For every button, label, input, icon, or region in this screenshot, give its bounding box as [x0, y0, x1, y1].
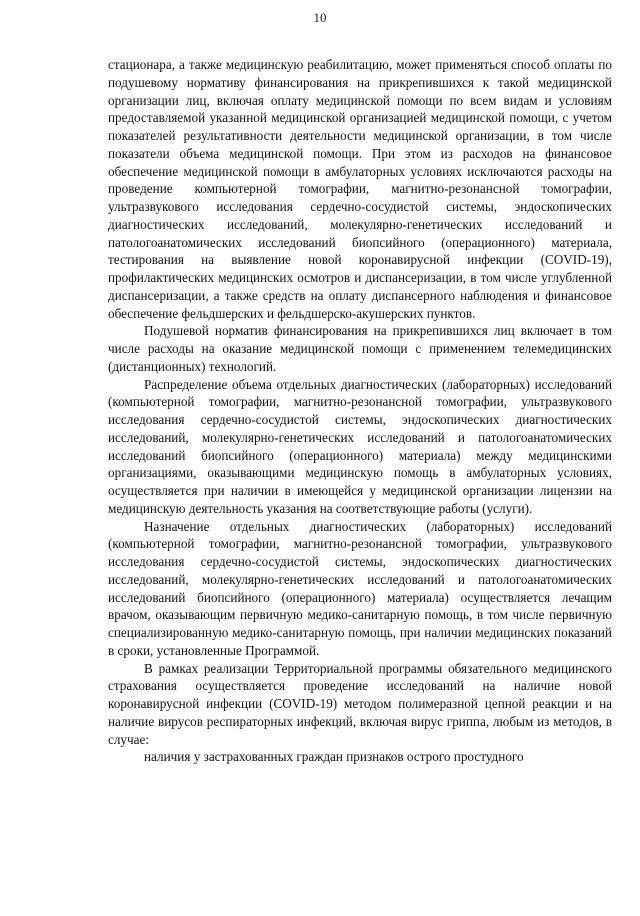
body-text — [108, 56, 612, 766]
paragraph-covid-testing: В рамках реализации Территориальной программы обязательного медицинского страхования осуществляется проведение исследований на наличие новой коронавирусной инфекции (COVID-19) методом полимеразной цепной реакции и на наличие вирусов респираторных инфекций, включая вирус гриппа, любым из методов, в случае: — [108, 660, 612, 747]
paragraph-capitation-telemedicine: Подушевой норматив финансирования на прикрепившихся лиц включает в том числе расходы на оказание медицинской помощи с применением телемедицинских (дистанционных) технологий. — [108, 323, 612, 374]
paragraph-continuation: стационара, а также медицинскую реабилитацию, может применяться способ оплаты по подушевому нормативу финансирования на прикрепившихся к такой медицинской организации лиц, включая оплату медицинской помощи по всем видам и условиям предоставляемой указанной медицинской организацией медицинской помощи, с учетом показателей результативности деятельности медицинской организации, в том числе показатели объема медицинской помощи. При этом из расходов на финансовое обеспечение медицинской помощи в амбулаторных условиях исключаются расходы на проведение компьютерной томографии, магнитно-резонансной томографии, ультразвукового исследования сердечно-сосудистой системы, эндоскопических диагностических исследований, молекулярно-генетических исследований и патологоанатомических исследований биопсийного (операционного) материала, тестирования на выявление новой коронавирусной инфекции (COVID-19), профилактических медицинских осмотров и диспансеризации, в том числе углубленной диспансеризации, а также средств на оплату диспансерного наблюдения и финансовое обеспечение фельдшерских и фельдшерско-акушерских пунктов. — [108, 57, 612, 321]
paragraph-diagnostic-distribution: Распределение объема отдельных диагностических (лабораторных) исследований (компьютерной томографии, магнитно-резонансной томографии, ультразвукового исследования сердечно-сосудистой системы, эндоскопических диагностических исследований, молекулярно-генетических исследований и патологоанатомических исследований биопсийного (операционного) материала) между медицинскими организациями, оказывающими медицинскую помощь в амбулаторных условиях, осуществляется при наличии в имеющейся у медицинской организации лицензии на медицинскую деятельность указания на соответствующие работы (услуги). — [108, 376, 612, 516]
page-number: 10 — [313, 10, 327, 25]
paragraph-insured-symptoms: наличия у застрахованных граждан признаков острого простудного — [144, 749, 524, 765]
paragraph-diagnostic-prescription: Назначение отдельных диагностических (лабораторных) исследований (компьютерной томографии, магнитно-резонансной томографии, ультразвукового исследования сердечно-сосудистой системы, эндоскопических диагностических исследований, молекулярно-генетических исследований и патологоанатомических исследований биопсийного (операционного) материала) осуществляется лечащим врачом, оказывающим первичную медико-санитарную помощь, в том числе первичную специализированную медико-санитарную помощь, при наличии медицинских показаний в сроки, установленные Программой. — [108, 518, 612, 658]
